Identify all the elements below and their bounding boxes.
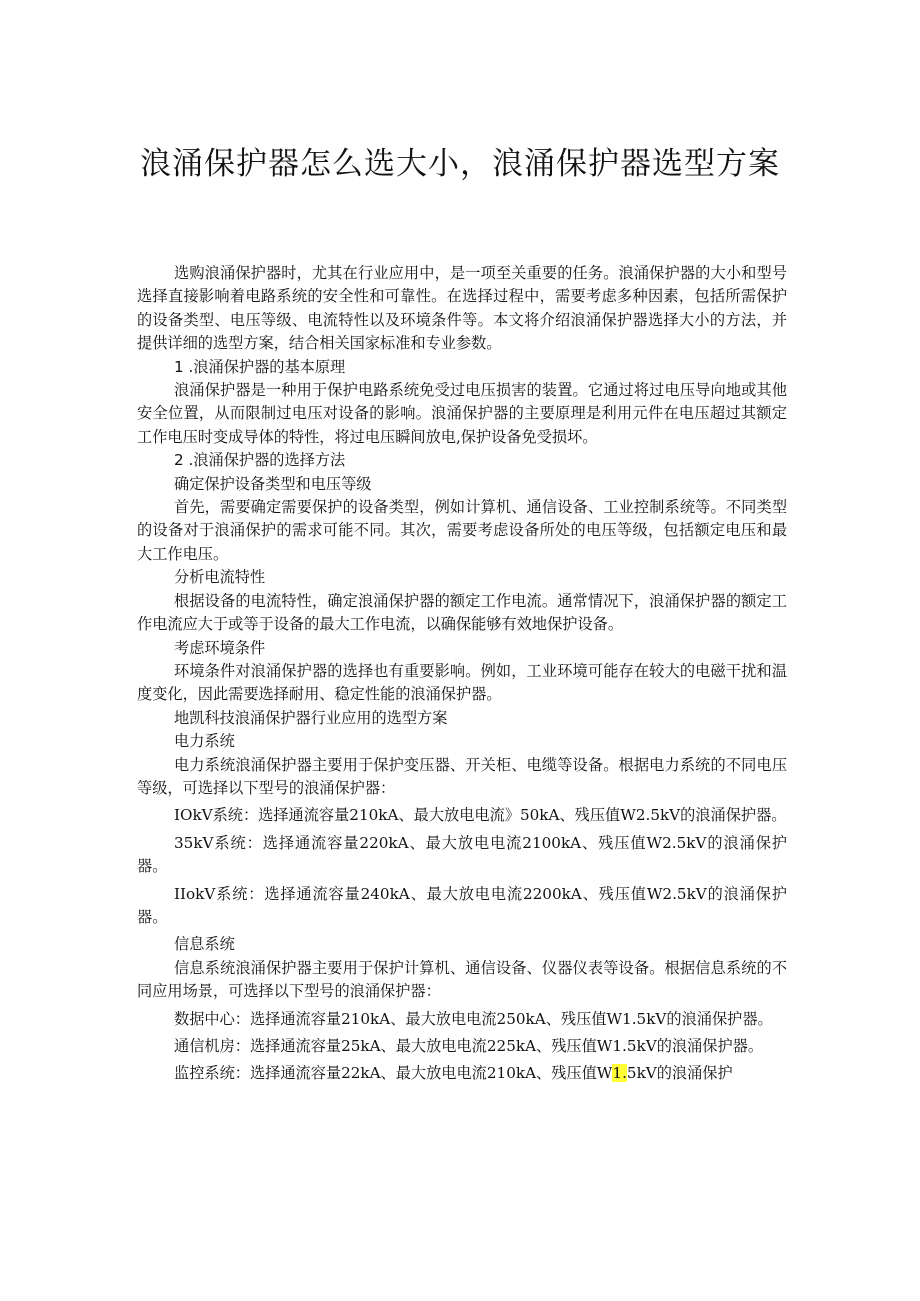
power-system-paragraph: 电力系统浪涌保护器主要用于保护变压器、开关柜、电缆等设备。根据电力系统的不同电压等级，可选择以下型号的浪涌保护器： xyxy=(137,755,787,797)
subsection-device-type-paragraph: 首先，需要确定需要保护的设备类型，例如计算机、通信设备、工业控制系统等。不同类型的设备对于浪涌保护的需求可能不同。其次，需要考虑设备所处的电压等级，包括额定电压和最大工作电压。 xyxy=(137,498,787,563)
section1-paragraph: 浪涌保护器是一种用于保护电路系统免受过电压损害的装置。它通过将过电压导向地或其他安全位置，从而限制过电压对设备的影响。浪涌保护器的主要原理是利用元件在电压超过其额定工作电压时变成导体的特性，将过电压瞬间放电,保护设备免受损坏。 xyxy=(137,381,787,446)
info-system-heading: 信息系统 xyxy=(174,935,235,954)
info-item-datacenter: 数据中心：选择通流容量210kA、最大放电电流250kA、残压值W1.5kV的浪涌保护器。 xyxy=(174,1009,773,1028)
subsection-current-heading: 分析电流特性 xyxy=(174,568,266,587)
monitoring-text-end: 5kV的浪涌保护 xyxy=(626,1064,733,1083)
subsection-environment-heading: 考虑环境条件 xyxy=(174,638,266,657)
power-system-heading: 电力系统 xyxy=(174,732,235,751)
document-title: 浪涌保护器怎么选大小，浪涌保护器选型方案 xyxy=(140,146,780,182)
power-item-35kv: 35kV系统：选择通流容量220kA、最大放电电流2100kA、残压值W2.5kV的浪涌保护器。 xyxy=(137,833,787,876)
info-system-paragraph: 信息系统浪涌保护器主要用于保护计算机、通信设备、仪器仪表等设备。根据信息系统的不同应用场景，可选择以下型号的浪涌保护器： xyxy=(137,958,787,1001)
section1-heading: 1 .浪涌保护器的基本原理 xyxy=(174,357,346,376)
power-item-10kv: IOkV系统：选择通流容量210kA、最大放电电流》50kA、残压值W2.5kV的浪涌保护器。 xyxy=(174,806,787,825)
highlight-mark: 1. xyxy=(612,1064,627,1083)
section2-heading: 2 .浪涌保护器的选择方法 xyxy=(174,451,346,470)
info-item-monitoring xyxy=(137,1062,787,1085)
monitoring-text-start: 监控系统：选择通流容量22kA、最大放电电流210kA、残压值W xyxy=(174,1064,613,1083)
subsection-device-type-heading: 确定保护设备类型和电压等级 xyxy=(174,474,372,493)
subsection-current-paragraph: 根据设备的电流特性，确定浪涌保护器的额定工作电流。通常情况下，浪涌保护器的额定工作电流应大于或等于设备的最大工作电流，以确保能够有效地保护设备。 xyxy=(137,591,787,634)
section3-heading: 地凯科技浪涌保护器行业应用的选型方案 xyxy=(174,708,448,727)
subsection-environment-paragraph: 环境条件对浪涌保护器的选择也有重要影响。例如，工业环境可能存在较大的电磁干扰和温度变化，因此需要选择耐用、稳定性能的浪涌保护器。 xyxy=(137,661,787,704)
document-body xyxy=(137,262,787,1090)
power-item-110kv: IIokV系统：选择通流容量240kA、最大放电电流2200kA、残压值W2.5kV的浪涌保护器。 xyxy=(137,884,787,926)
intro-paragraph: 选购浪涌保护器时，尤其在行业应用中，是一项至关重要的任务。浪涌保护器的大小和型号选择直接影响着电路系统的安全性和可靠性。在选择过程中，需要考虑多种因素，包括所需保护的设备类型、电压等级、电流特性以及环境条件等。本文将介绍浪涌保护器选择大小的方法，并提供详细的选型方案，结合相关国家标准和专业参数。 xyxy=(137,264,787,353)
info-item-telecom-room: 通信机房：选择通流容量25kA、最大放电电流225kA、残压值W1.5kV的浪涌保护器。 xyxy=(174,1037,764,1055)
